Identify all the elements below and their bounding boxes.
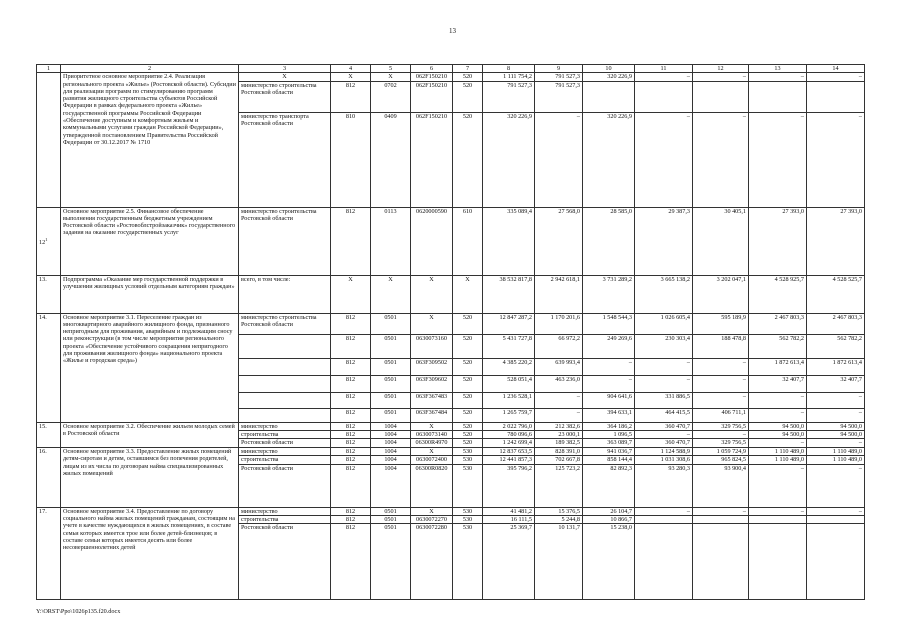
col-header: 5 bbox=[371, 65, 411, 73]
cell-v9: 212 382,6 bbox=[535, 422, 583, 430]
cell-v12: 595 189,9 bbox=[693, 313, 749, 334]
cell-v9: 23 000,1 bbox=[535, 430, 583, 438]
cell-v12: – bbox=[693, 430, 749, 438]
cell-rz: 0501 bbox=[371, 507, 411, 515]
cell-v12: 93 900,4 bbox=[693, 464, 749, 507]
executor: Ростовской области bbox=[239, 524, 331, 600]
cell-v14: 27 393,0 bbox=[807, 207, 865, 275]
cell-v11 bbox=[635, 516, 693, 524]
cell-v9: 463 236,0 bbox=[535, 375, 583, 392]
cell-v9: – bbox=[535, 392, 583, 408]
cell-csr: Х bbox=[411, 275, 453, 313]
cell-csr: 06300R4970 bbox=[411, 439, 453, 448]
cell-rz: 0501 bbox=[371, 408, 411, 422]
cell-v9: 10 131,7 bbox=[535, 524, 583, 600]
cell-v10: 320 226,9 bbox=[583, 73, 635, 81]
cell-v8: 1 236 528,1 bbox=[483, 392, 535, 408]
cell-v10: 28 585,0 bbox=[583, 207, 635, 275]
cell-v14 bbox=[807, 81, 865, 112]
cell-v14: 2 467 803,3 bbox=[807, 313, 865, 334]
cell-v9: 828 391,0 bbox=[535, 448, 583, 456]
table-row bbox=[37, 313, 865, 334]
cell-vr: 530 bbox=[453, 464, 483, 507]
cell-v12: – bbox=[693, 112, 749, 207]
cell-v8: 16 111,5 bbox=[483, 516, 535, 524]
cell-v10: 82 892,3 bbox=[583, 464, 635, 507]
cell-v11: – bbox=[635, 112, 693, 207]
executor bbox=[239, 375, 331, 392]
cell-vr: 520 bbox=[453, 334, 483, 358]
cell-v13: – bbox=[749, 73, 807, 81]
cell-v11: 1 031 308,6 bbox=[635, 456, 693, 464]
col-header: 14 bbox=[807, 65, 865, 73]
cell-grbs: 812 bbox=[331, 456, 371, 464]
cell-vr: 610 bbox=[453, 207, 483, 275]
col-header: 6 bbox=[411, 65, 453, 73]
cell-rz: 0501 bbox=[371, 524, 411, 600]
cell-csr: 06300R0820 bbox=[411, 464, 453, 507]
cell-v9: 791 527,3 bbox=[535, 73, 583, 81]
row-number-text: 17. bbox=[39, 507, 47, 515]
cell-grbs: 812 bbox=[331, 358, 371, 375]
cell-v10: 941 036,7 bbox=[583, 448, 635, 456]
cell-v11: 3 665 138,2 bbox=[635, 275, 693, 313]
cell-vr: 520 bbox=[453, 392, 483, 408]
cell-v14 bbox=[807, 524, 865, 600]
cell-v9: 5 244,8 bbox=[535, 516, 583, 524]
cell-v9: 27 568,0 bbox=[535, 207, 583, 275]
cell-vr: 530 bbox=[453, 516, 483, 524]
cell-vr: 520 bbox=[453, 375, 483, 392]
cell-v14: 562 782,2 bbox=[807, 334, 865, 358]
cell-v14: – bbox=[807, 392, 865, 408]
cell-csr: Х bbox=[411, 507, 453, 515]
cell-v14: 1 110 489,0 bbox=[807, 456, 865, 464]
cell-csr: 0620000590 bbox=[411, 207, 453, 275]
cell-v12: – bbox=[693, 73, 749, 81]
budget-table bbox=[36, 64, 865, 600]
col-header: 12 bbox=[693, 65, 749, 73]
cell-v8: 12 847 287,2 bbox=[483, 313, 535, 334]
cell-rz: 0501 bbox=[371, 516, 411, 524]
cell-v11: 331 886,5 bbox=[635, 392, 693, 408]
cell-v14: – bbox=[807, 507, 865, 515]
cell-grbs: 812 bbox=[331, 507, 371, 515]
cell-v10: 904 641,6 bbox=[583, 392, 635, 408]
executor: министерство транспорта Ростовской области bbox=[239, 112, 331, 207]
col-header: 3 bbox=[239, 65, 331, 73]
cell-csr: 062F150210 bbox=[411, 112, 453, 207]
table-row bbox=[37, 422, 865, 430]
cell-vr: 530 bbox=[453, 507, 483, 515]
cell-v13: – bbox=[749, 439, 807, 448]
cell-v12: 188 478,8 bbox=[693, 334, 749, 358]
cell-vr: 520 bbox=[453, 430, 483, 438]
cell-csr: 063F309502 bbox=[411, 358, 453, 375]
cell-rz: 0501 bbox=[371, 358, 411, 375]
row-number bbox=[37, 507, 61, 600]
cell-v10: 249 269,6 bbox=[583, 334, 635, 358]
cell-v13: – bbox=[749, 507, 807, 515]
cell-v13 bbox=[749, 524, 807, 600]
cell-v11: 464 415,5 bbox=[635, 408, 693, 422]
cell-vr: 520 bbox=[453, 112, 483, 207]
cell-v14 bbox=[807, 516, 865, 524]
cell-v8: 4 385 220,2 bbox=[483, 358, 535, 375]
cell-v8: 780 096,6 bbox=[483, 430, 535, 438]
cell-v11: 230 303,4 bbox=[635, 334, 693, 358]
cell-v12 bbox=[693, 81, 749, 112]
measure-name: Основное мероприятие 3.2. Обеспечение жильем молодых семей в Ростовской области bbox=[61, 422, 239, 448]
cell-grbs: 812 bbox=[331, 334, 371, 358]
cell-v12: 329 756,5 bbox=[693, 439, 749, 448]
cell-v14: 1 110 489,0 bbox=[807, 448, 865, 456]
cell-grbs: 812 bbox=[331, 408, 371, 422]
cell-v14: – bbox=[807, 73, 865, 81]
cell-v8: 12 837 653,5 bbox=[483, 448, 535, 456]
cell-v14: – bbox=[807, 408, 865, 422]
cell-vr: 520 bbox=[453, 439, 483, 448]
row-number-text: 13. bbox=[39, 275, 47, 283]
cell-csr: 0630073160 bbox=[411, 334, 453, 358]
cell-grbs: 812 bbox=[331, 448, 371, 456]
cell-v10: 363 089,7 bbox=[583, 439, 635, 448]
cell-v9: 189 382,5 bbox=[535, 439, 583, 448]
executor: министерство bbox=[239, 448, 331, 456]
cell-v8: 38 532 817,8 bbox=[483, 275, 535, 313]
cell-v11: 360 470,7 bbox=[635, 439, 693, 448]
cell-csr: 063F367484 bbox=[411, 408, 453, 422]
executor: министерство строительства Ростовской области bbox=[239, 207, 331, 275]
cell-v11: – bbox=[635, 375, 693, 392]
cell-rz: 1004 bbox=[371, 448, 411, 456]
row-number-text: 14. bbox=[39, 313, 47, 321]
table-row bbox=[37, 448, 865, 456]
cell-v13 bbox=[749, 516, 807, 524]
cell-vr: Х bbox=[453, 275, 483, 313]
cell-v11: 93 280,3 bbox=[635, 464, 693, 507]
executor bbox=[239, 334, 331, 358]
cell-grbs: 812 bbox=[331, 207, 371, 275]
col-header: 10 bbox=[583, 65, 635, 73]
file-path-footer: Y:\ORST\Ppo\1026p135.f20.docx bbox=[36, 608, 121, 615]
cell-v8: 2 022 796,0 bbox=[483, 422, 535, 430]
cell-v13: – bbox=[749, 464, 807, 507]
cell-v12: 406 711,1 bbox=[693, 408, 749, 422]
cell-rz: 0501 bbox=[371, 375, 411, 392]
cell-grbs: 810 bbox=[331, 112, 371, 207]
cell-rz: 1004 bbox=[371, 464, 411, 507]
cell-v12: 30 405,1 bbox=[693, 207, 749, 275]
cell-grbs: Х bbox=[331, 73, 371, 81]
cell-grbs: 812 bbox=[331, 392, 371, 408]
cell-csr: 063F309602 bbox=[411, 375, 453, 392]
cell-v13: 2 467 803,3 bbox=[749, 313, 807, 334]
cell-v8: 5 431 727,8 bbox=[483, 334, 535, 358]
cell-v8: 320 226,9 bbox=[483, 112, 535, 207]
cell-v14: – bbox=[807, 464, 865, 507]
cell-v12 bbox=[693, 524, 749, 600]
cell-v8: 528 051,4 bbox=[483, 375, 535, 392]
cell-v14: 1 872 613,4 bbox=[807, 358, 865, 375]
cell-v12: 965 824,5 bbox=[693, 456, 749, 464]
cell-v10: 3 731 289,2 bbox=[583, 275, 635, 313]
cell-vr: 520 bbox=[453, 422, 483, 430]
cell-v13: – bbox=[749, 408, 807, 422]
measure-name: Приоритетное основное мероприятие 2.4. Реализация регионального проекта «Жилье» (Ростовской области). Субсидии для реализации программ по стимулированию программ развития жилищного строительства субъектов Российской Федерации в рамках федерального проекта «Жилье» государственной программы Российской Федерации «Обеспечение доступным и комфортным жильем и коммунальными услугами граждан Российской Федерации», утвержденной постановлением Правительства Российской Федерации от 30.12.2017 № 1710 bbox=[61, 73, 239, 207]
cell-grbs: 812 bbox=[331, 464, 371, 507]
cell-v8: 25 369,7 bbox=[483, 524, 535, 600]
measure-name: Основное мероприятие 2.5. Финансовое обеспечение выполнения государственным бюджетным учреждением Ростовской области «Ростовоблстройзаказчик» государственного задания на оказание государственных услуг bbox=[61, 207, 239, 275]
cell-v8: 395 796,2 bbox=[483, 464, 535, 507]
table-row bbox=[37, 275, 865, 313]
cell-v11: – bbox=[635, 507, 693, 515]
col-header: 13 bbox=[749, 65, 807, 73]
cell-csr: Х bbox=[411, 313, 453, 334]
executor: Ростовской области bbox=[239, 439, 331, 448]
cell-v11: 1 026 605,4 bbox=[635, 313, 693, 334]
cell-rz: 0113 bbox=[371, 207, 411, 275]
col-header: 7 bbox=[453, 65, 483, 73]
cell-rz: 1004 bbox=[371, 456, 411, 464]
cell-csr: 062F150210 bbox=[411, 73, 453, 81]
col-header: 9 bbox=[535, 65, 583, 73]
cell-csr: 0630072400 bbox=[411, 456, 453, 464]
cell-v11 bbox=[635, 524, 693, 600]
cell-v9: 791 527,3 bbox=[535, 81, 583, 112]
cell-v10: – bbox=[583, 358, 635, 375]
cell-v13 bbox=[749, 81, 807, 112]
cell-v11: – bbox=[635, 73, 693, 81]
executor: Х bbox=[239, 73, 331, 81]
cell-vr: 530 bbox=[453, 456, 483, 464]
cell-v13: 94 500,0 bbox=[749, 422, 807, 430]
cell-v8: 1 265 759,7 bbox=[483, 408, 535, 422]
cell-v11 bbox=[635, 81, 693, 112]
table-row bbox=[37, 73, 865, 81]
cell-v9: 66 972,2 bbox=[535, 334, 583, 358]
cell-rz: 0409 bbox=[371, 112, 411, 207]
row-number bbox=[37, 275, 61, 313]
cell-v10: 1 096,5 bbox=[583, 430, 635, 438]
cell-v14: 4 528 525,7 bbox=[807, 275, 865, 313]
cell-v13: – bbox=[749, 392, 807, 408]
measure-name: Основное мероприятие 3.4. Предоставление по договору социального найма жилых помещений гражданам, состоящим на учете в качестве нуждающихся в жилых помещениях, в составе семьи которых имеется трое или более детей-близнецов; в составе семьи которых имеется десять или более несовершеннолетних детей bbox=[61, 507, 239, 600]
cell-csr: 063F367483 bbox=[411, 392, 453, 408]
executor: министерство bbox=[239, 422, 331, 430]
cell-v14: 94 500,0 bbox=[807, 430, 865, 438]
cell-v9: 639 993,4 bbox=[535, 358, 583, 375]
cell-v9: 1 170 201,6 bbox=[535, 313, 583, 334]
cell-csr: Х bbox=[411, 448, 453, 456]
cell-vr: 530 bbox=[453, 524, 483, 600]
table-row bbox=[37, 507, 865, 515]
executor bbox=[239, 408, 331, 422]
cell-rz: Х bbox=[371, 73, 411, 81]
row-number-text: 12 bbox=[39, 238, 46, 246]
cell-grbs: 812 bbox=[331, 422, 371, 430]
cell-v8: 41 481,2 bbox=[483, 507, 535, 515]
cell-grbs: Х bbox=[331, 275, 371, 313]
cell-rz: 0702 bbox=[371, 81, 411, 112]
cell-grbs: 812 bbox=[331, 375, 371, 392]
cell-rz: Х bbox=[371, 275, 411, 313]
cell-rz: 1004 bbox=[371, 422, 411, 430]
cell-csr: 0630072280 bbox=[411, 524, 453, 600]
row-number-text: 16. bbox=[39, 448, 47, 456]
cell-v12: – bbox=[693, 375, 749, 392]
row-number bbox=[37, 73, 61, 207]
cell-v14: 32 407,7 bbox=[807, 375, 865, 392]
cell-v9: – bbox=[535, 408, 583, 422]
cell-rz: 0501 bbox=[371, 392, 411, 408]
cell-v9: 702 667,8 bbox=[535, 456, 583, 464]
executor: всего, в том числе: bbox=[239, 275, 331, 313]
col-header: 1 bbox=[37, 65, 61, 73]
cell-csr: 0630073140 bbox=[411, 430, 453, 438]
page-number: 13 bbox=[449, 27, 456, 35]
cell-v10 bbox=[583, 81, 635, 112]
cell-v8: 791 527,3 bbox=[483, 81, 535, 112]
cell-v10: 26 104,7 bbox=[583, 507, 635, 515]
cell-grbs: 812 bbox=[331, 430, 371, 438]
col-header: 4 bbox=[331, 65, 371, 73]
table-row bbox=[37, 207, 865, 275]
executor bbox=[239, 358, 331, 375]
row-number-text: 15. bbox=[39, 422, 47, 430]
executor: Ростовской области bbox=[239, 464, 331, 507]
row-number bbox=[37, 313, 61, 422]
cell-v11: – bbox=[635, 358, 693, 375]
cell-v13: – bbox=[749, 112, 807, 207]
cell-v9: 2 942 618,1 bbox=[535, 275, 583, 313]
cell-rz: 1004 bbox=[371, 439, 411, 448]
cell-v8: 1 111 754,2 bbox=[483, 73, 535, 81]
cell-v10: 10 866,7 bbox=[583, 516, 635, 524]
executor: министерство строительства Ростовской области bbox=[239, 313, 331, 334]
cell-grbs: 812 bbox=[331, 313, 371, 334]
executor: строительства bbox=[239, 516, 331, 524]
cell-v13: 32 407,7 bbox=[749, 375, 807, 392]
executor: строительства bbox=[239, 456, 331, 464]
cell-grbs: 812 bbox=[331, 516, 371, 524]
row-number bbox=[37, 207, 61, 275]
cell-v11: 360 470,7 bbox=[635, 422, 693, 430]
cell-rz: 0501 bbox=[371, 334, 411, 358]
cell-v12: – bbox=[693, 392, 749, 408]
cell-v14: 94 500,0 bbox=[807, 422, 865, 430]
cell-vr: 520 bbox=[453, 408, 483, 422]
cell-v14: – bbox=[807, 439, 865, 448]
cell-v10: 1 548 544,3 bbox=[583, 313, 635, 334]
cell-v12 bbox=[693, 516, 749, 524]
cell-v11: 1 124 588,9 bbox=[635, 448, 693, 456]
cell-v12: 3 202 047,1 bbox=[693, 275, 749, 313]
row-number-superscript: 1 bbox=[45, 236, 48, 242]
cell-v13: 562 782,2 bbox=[749, 334, 807, 358]
measure-name: Подпрограмма «Оказание мер государственной поддержки в улучшении жилищных условий отдельным категориям граждан» bbox=[61, 275, 239, 313]
cell-csr: Х bbox=[411, 422, 453, 430]
cell-vr: 530 bbox=[453, 448, 483, 456]
cell-rz: 1004 bbox=[371, 430, 411, 438]
row-number bbox=[37, 448, 61, 508]
cell-v10: 15 238,0 bbox=[583, 524, 635, 600]
cell-v13: 1 872 613,4 bbox=[749, 358, 807, 375]
cell-v10: 364 186,2 bbox=[583, 422, 635, 430]
cell-v14: – bbox=[807, 112, 865, 207]
cell-v13: 1 110 489,0 bbox=[749, 456, 807, 464]
cell-v8: 12 441 857,3 bbox=[483, 456, 535, 464]
cell-vr: 520 bbox=[453, 313, 483, 334]
cell-v10: 394 633,1 bbox=[583, 408, 635, 422]
cell-v10: 320 226,9 bbox=[583, 112, 635, 207]
cell-v11: 29 387,3 bbox=[635, 207, 693, 275]
executor: строительства bbox=[239, 430, 331, 438]
executor bbox=[239, 392, 331, 408]
cell-v8: 335 089,4 bbox=[483, 207, 535, 275]
cell-grbs: 812 bbox=[331, 81, 371, 112]
cell-vr: 520 bbox=[453, 73, 483, 81]
measure-name: Основное мероприятие 3.3. Предоставление жилых помещений детям-сиротам и детям, оставшимся без попечения родителей, лицам из их числа по договорам найма специализированных жилых помещений bbox=[61, 448, 239, 508]
column-number-row bbox=[37, 65, 865, 73]
row-number bbox=[37, 422, 61, 448]
cell-grbs: 812 bbox=[331, 439, 371, 448]
col-header: 2 bbox=[61, 65, 239, 73]
cell-rz: 0501 bbox=[371, 313, 411, 334]
cell-v11: – bbox=[635, 430, 693, 438]
cell-csr: 062F150210 bbox=[411, 81, 453, 112]
cell-v13: 1 110 489,0 bbox=[749, 448, 807, 456]
cell-v10: 858 144,4 bbox=[583, 456, 635, 464]
col-header: 11 bbox=[635, 65, 693, 73]
cell-v12: 329 756,5 bbox=[693, 422, 749, 430]
cell-v13: 27 393,0 bbox=[749, 207, 807, 275]
cell-v12: – bbox=[693, 358, 749, 375]
cell-vr: 520 bbox=[453, 81, 483, 112]
cell-v9: – bbox=[535, 112, 583, 207]
cell-v9: 125 723,2 bbox=[535, 464, 583, 507]
col-header: 8 bbox=[483, 65, 535, 73]
cell-v10: – bbox=[583, 375, 635, 392]
cell-vr: 520 bbox=[453, 358, 483, 375]
cell-v8: 1 242 699,4 bbox=[483, 439, 535, 448]
executor: министерство строительства Ростовской области bbox=[239, 81, 331, 112]
cell-v13: 4 528 925,7 bbox=[749, 275, 807, 313]
cell-grbs: 812 bbox=[331, 524, 371, 600]
cell-v9: 15 376,5 bbox=[535, 507, 583, 515]
measure-name: Основное мероприятие 3.1. Переселение граждан из многоквартирного аварийного жилищного фонда, признанного непригодным для проживания, аварийным и подлежащим сносу или реконструкции (в том числе мероприятия регионального проекта «Обеспечение устойчивого сокращения непригодного для проживания жилищного фонда» национального проекта «Жилье и городская среда») bbox=[61, 313, 239, 422]
executor: министерство bbox=[239, 507, 331, 515]
cell-csr: 0630072270 bbox=[411, 516, 453, 524]
cell-v12: 1 059 724,9 bbox=[693, 448, 749, 456]
cell-v12: – bbox=[693, 507, 749, 515]
cell-v13: 94 500,0 bbox=[749, 430, 807, 438]
